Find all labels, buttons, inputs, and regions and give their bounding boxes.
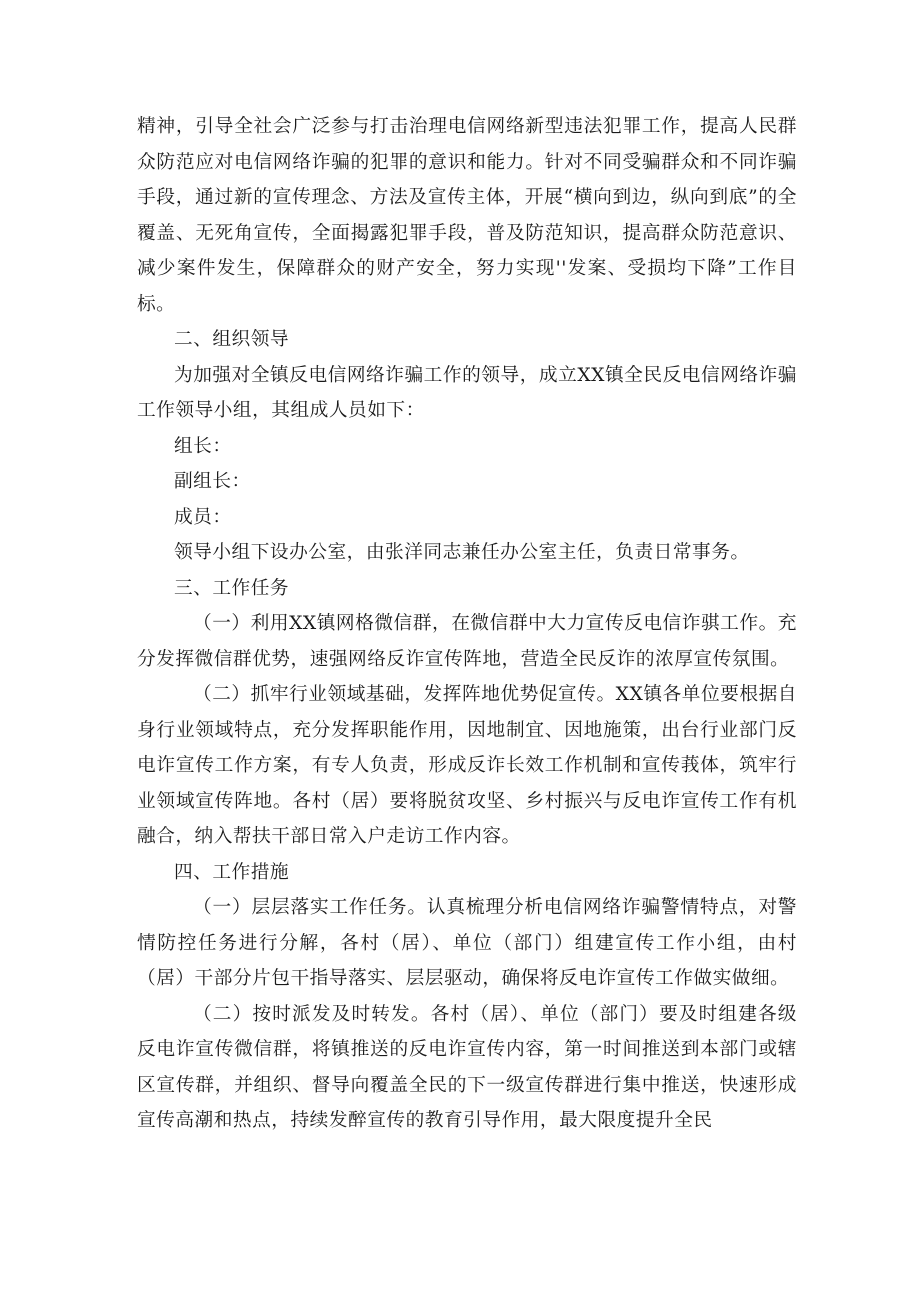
- member-members: 成员：: [174, 506, 232, 528]
- member-leader: 组长：: [174, 435, 232, 457]
- paragraph-task-2: （二）抓牢行业领域基础，发挥阵地优势促宣传。XX镇各单位要根据自身行业领域特点，充分发挥职能作用，因地制宜、因地施策，出台行业部门反电诈宣传工作方案，有专人负责，形成反诈长效工作机制和宣传莪体，筑牢行业领域宣传阵地。各村（居）要将脱贫攻坚、乡村振兴与反电诈宣传工作有机融合，纳入帮扶干部日常入户走访工作内容。: [137, 684, 797, 847]
- paragraph-office: 领导小组下设办公室，由张洋同志兼任办公室主任，负责日常事务。: [174, 542, 750, 563]
- member-deputy-leader: 副组长：: [174, 471, 251, 492]
- paragraph-measure-2: （二）按时派发及时转发。各村（居）、单位（部门）要及时组建各级反电诈宣传微信群，将镇推送的反电诈宣传内容，第一时间推送到本部门或辖区宣传群，并组织、督导向覆盖全民的下一级宣传群进行集中推送，快速形成宣传高潮和热点，持续发醉宣传的教育引导作用，最大限度提升全民: [137, 1003, 797, 1131]
- paragraph-measure-1: （一）层层落实工作任务。认真梳理分析电信网络诈骗警情特点，对警情防控任务进行分解，各村（居）、单位（部门）组建宣传工作小组，由村（居）干部分片包干指导落实、层层驱动，确保将反电诈宣传工作做实做细。: [137, 897, 797, 989]
- paragraph-task-1: （一）利用XX镇网格微信群，在微信群中大力宣传反电信诈骐工作。充分发挥微信群优势，速强网络反诈宣传阵地，营造全民反诈的浓厚宣传氛围。: [137, 613, 797, 670]
- section-heading-measures: 四、工作措施: [174, 861, 290, 883]
- document-body: [137, 109, 797, 1139]
- paragraph-intro: 精神，引导全社会广泛参与打击治理电信网络新型违法犯罪工作，提高人民群众防范应对电信网络诈骗的犯罪的意识和能力。针对不同受骗群众和不同诈骗手段，通过新的宣传理念、方法及宣传主体，开展“横向到边，纵向到底”的全覆盖、无死角宣传，全面揭露犯罪手段，普及防范知识，提高群众防范意识、减少案件发生，保障群众的财产安全，努力实现''发案、受损均下降”工作目标。: [137, 116, 797, 315]
- section-heading-tasks: 三、工作任务: [174, 577, 290, 599]
- paragraph-organization: 为加强对全镇反电信网络诈骗工作的领导，成立XX镇全民反电信网络诈骗工作领导小组，其组成人员如下：: [137, 364, 797, 421]
- section-heading-organization: 二、组织领导: [174, 329, 290, 350]
